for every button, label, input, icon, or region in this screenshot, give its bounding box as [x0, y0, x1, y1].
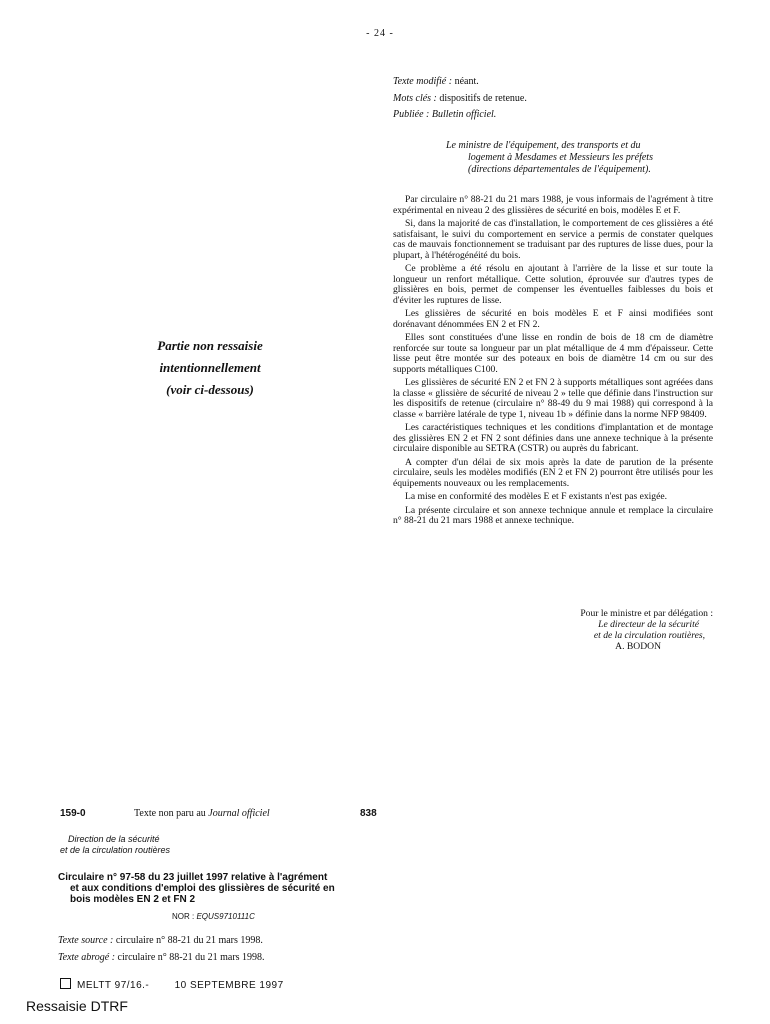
addressee-block	[446, 140, 716, 176]
meta-texte-modifie	[393, 76, 479, 87]
issuing-direction	[60, 834, 170, 856]
meta-mots-cles	[393, 93, 527, 104]
title-line: et aux conditions d'emploi des glissières de sécurité en	[70, 883, 335, 894]
meta-value: Bulletin officiel.	[431, 109, 497, 120]
body-paragraph: Par circulaire n° 88-21 du 21 mars 1988, je vous informais de l'agrément à titre expérimental en niveau 2 des glissières de sécurité en bois, modèles E et F.	[393, 194, 713, 216]
body-paragraph: Les glissières de sécurité en bois modèles E et F ainsi modifiées sont dorénavant dénommées EN 2 et FN 2.	[393, 308, 713, 330]
direction-line: et de la circulation routières	[60, 845, 171, 855]
body-paragraph: La présente circulaire et son annexe technique annule et remplace la circulaire n° 88-21 du 21 mars 1988 et annexe technique.	[393, 504, 713, 526]
page-ref-number: 838	[360, 808, 377, 819]
meta-publiee	[393, 109, 496, 120]
body-paragraph: Si, dans la majorité de cas d'installation, le comportement de ces glissières a été satisfaisant, le suivi du comportement en service a permis de constater quelques cas de mauvais fonctionnement se traduisant par des ruptures de lisse dues, pour la plupart, à l'hétérogénéité du bois.	[393, 218, 713, 261]
note-line: (voir ci-dessous)	[166, 382, 254, 397]
note-line: intentionnellement	[159, 360, 261, 375]
signature-line: et de la circulation routières,	[593, 630, 705, 641]
checkbox-icon	[60, 978, 71, 989]
body-text	[393, 195, 713, 530]
body-paragraph: Ce problème a été résolu en ajoutant à l'arrière de la lisse et sur toute la longueur un renfort métallique. Cette solution, éprouvée sur d'autres types de glissières en bois, permet de compenser les éventuelles faiblesses du bois et d'éviter les ruptures de lisse.	[393, 263, 713, 306]
journal-note-prefix: Texte non paru au	[134, 808, 206, 819]
text-code: 159-0	[60, 808, 86, 819]
source-value: circulaire n° 88-21 du 21 mars 1998.	[115, 935, 263, 946]
body-paragraph: A compter d'un délai de six mois après la date de parution de la présente circulaire, seuls les modèles modifiés (EN 2 et FN 2) pourront être utilisés pour les équipements nouveaux ou les remplacements.	[393, 456, 713, 489]
journal-note	[134, 808, 270, 819]
page-number: - 24 -	[366, 28, 394, 39]
ressaisie-label: Ressaisie DTRF	[26, 998, 128, 1014]
address-line: (directions départementales de l'équipement).	[468, 164, 651, 175]
circular-title	[58, 872, 388, 905]
address-line: Le ministre de l'équipement, des transports et du	[446, 140, 641, 151]
note-line: Partie non ressaisie	[157, 338, 263, 353]
meta-label: Publiée :	[393, 109, 430, 120]
body-paragraph: Les caractéristiques techniques et les conditions d'implantation et de montage des glissières EN 2 et FN 2 sont définies dans une annexe technique à la présente circulaire disponible au SETRA (CSTR) ou auprès du fabricant.	[393, 422, 713, 454]
meta-value: néant.	[454, 76, 479, 87]
signer-name: A. BODON	[615, 641, 661, 652]
signature-line: Le directeur de la sécurité	[598, 619, 699, 630]
abrogated-text	[58, 952, 265, 963]
title-line: Circulaire n° 97-58 du 23 juillet 1997 relative à l'agrément	[58, 872, 328, 883]
address-line: logement à Mesdames et Messieurs les préfets	[468, 152, 653, 163]
meta-label: Mots clés :	[393, 93, 437, 104]
abroge-value: circulaire n° 88-21 du 21 mars 1998.	[117, 952, 265, 963]
nor-value: EQUS9710111C	[196, 912, 255, 921]
source-text	[58, 935, 263, 946]
source-label: Texte source :	[58, 935, 114, 946]
body-paragraph: La mise en conformité des modèles E et F existants n'est pas exigée.	[405, 491, 668, 502]
nor-label: NOR :	[172, 912, 195, 921]
omitted-part-note	[120, 335, 300, 401]
body-paragraph: Les glissières de sécurité EN 2 et FN 2 à supports métalliques sont agréées dans la classe « glissière de sécurité de niveau 2 » telle que définie dans l'instruction sur les dispositifs de retenue (circulaire n° 88-49 du 9 mai 1988) qui correspond à la classe « barrière latérale de type 1, niveau 1b » définie dans la norme NFP 98409.	[393, 377, 713, 420]
bulletin-date: 10 SEPTEMBRE 1997	[174, 980, 284, 991]
meta-value: dispositifs de retenue.	[439, 93, 527, 104]
nor-reference	[172, 912, 255, 921]
abroge-label: Texte abrogé :	[58, 952, 116, 963]
journal-name: Journal officiel	[208, 808, 270, 819]
signature-block	[393, 608, 713, 652]
direction-line: Direction de la sécurité	[68, 834, 160, 844]
title-line: bois modèles EN 2 et FN 2	[70, 894, 196, 905]
bulletin-reference	[60, 978, 284, 991]
signature-line: Pour le ministre et par délégation :	[580, 608, 713, 619]
body-paragraph: Elles sont constituées d'une lisse en rondin de bois de 18 cm de diamètre renforcée sur toute sa longueur par un plat métallique de 4 mm d'épaisseur. Cette lisse peut être montée sur des poteaux en bois de diamètre 14 cm ou sur des supports métalliques C100.	[393, 332, 713, 375]
meltt-ref: MELTT 97/16.-	[77, 980, 150, 991]
meta-label: Texte modifié :	[393, 76, 453, 87]
